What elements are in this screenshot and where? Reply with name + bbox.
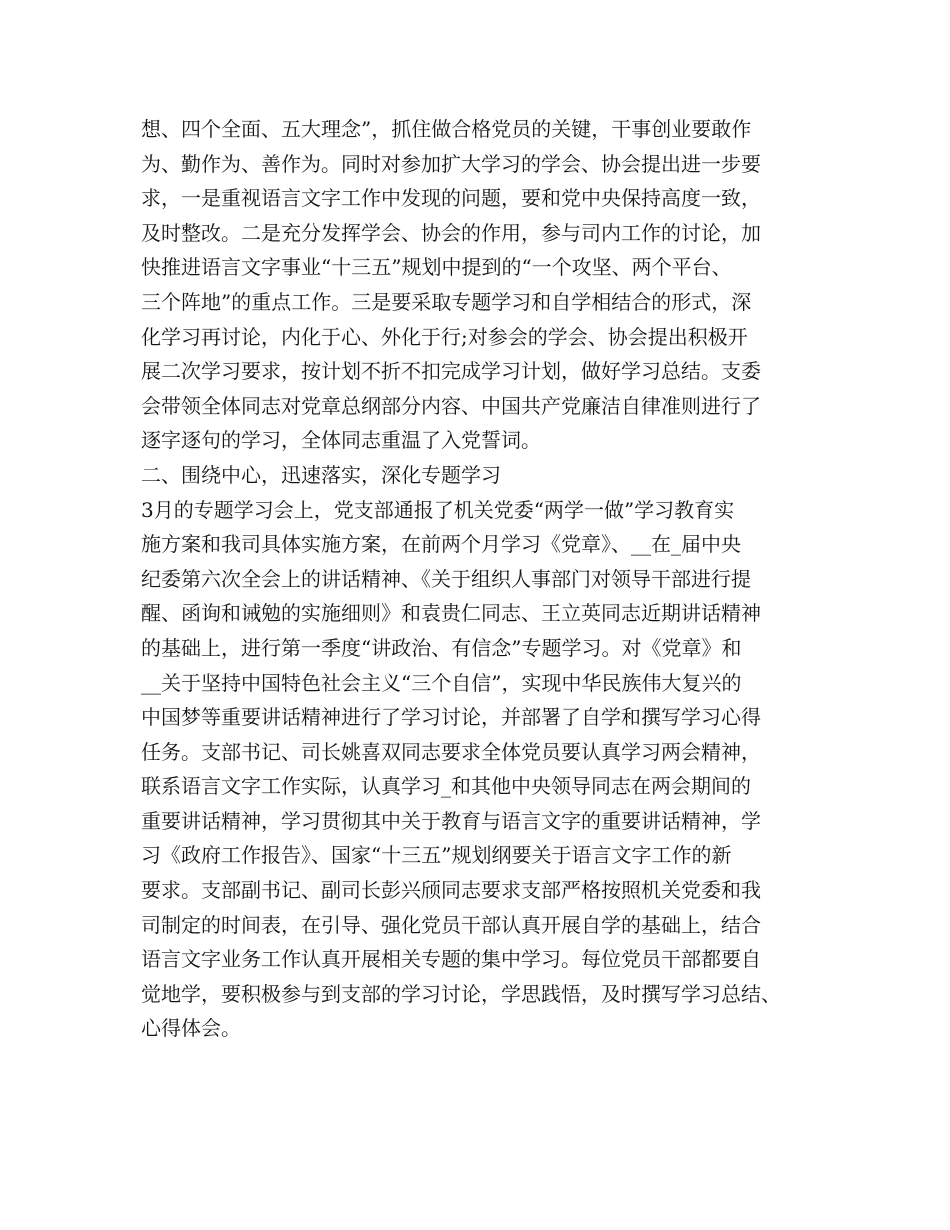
text-line: 觉地学，要积极参与到支部的学习讨论，学思践悟，及时撰写学习总结、: [141, 981, 781, 1006]
text-line: 施方案和我司具体实施方案，在前两个月学习《党章》、__在_届中央: [141, 532, 741, 557]
text-line: 要求。支部副书记、副司长彭兴颀同志要求支部严格按照机关党委和我: [141, 878, 761, 903]
text-line: 司制定的时间表，在引导、强化党员干部认真开展自学的基础上，结合: [141, 912, 761, 937]
section-heading: 二、围绕中心，迅速落实，深化专题学习: [141, 462, 501, 487]
text-line: 及时整改。二是充分发挥学会、协会的作用，参与司内工作的讨论，加: [141, 220, 761, 245]
text-line: 想、四个全面、五大理念”，抓住做合格党员的关键，干事创业要敢作: [141, 117, 752, 141]
text-line: 三个阵地”的重点工作。三是要采取专题学习和自学相结合的形式，深: [141, 289, 752, 314]
document-body: [141, 112, 821, 1046]
text-line: 展二次学习要求，按计划不折不扣完成学习计划，做好学习总结。支委: [141, 359, 761, 384]
text-line: 醒、函询和诫勉的实施细则》和袁贵仁同志、王立英同志近期讲话精神: [141, 601, 761, 626]
text-line: 为、勤作为、善作为。同时对参加扩大学习的学会、协会提出进一步要: [141, 151, 761, 176]
text-line: 会带领全体同志对党章总纲部分内容、中国共产党廉洁自律准则进行了: [141, 393, 761, 418]
text-line: 逐字逐句的学习，全体同志重温了入党誓词。: [141, 428, 541, 453]
text-line: 联系语言文字工作实际，认真学习_和其他中央领导同志在两会期间的: [141, 774, 751, 799]
text-line: 重要讲话精神，学习贯彻其中关于教育与语言文字的重要讲话精神，学: [141, 808, 761, 833]
text-line: 快推进语言文字事业“十三五”规划中提到的“一个攻坚、两个平台、: [141, 255, 732, 280]
text-line: 求，一是重视语言文字工作中发现的问题，要和党中央保持高度一致，: [141, 186, 761, 211]
text-line: 心得体会。: [141, 1016, 241, 1041]
text-line: 习《政府工作报告》、国家“十三五”规划纲要关于语言文字工作的新: [141, 843, 732, 868]
text-line: 的基础上，进行第一季度“讲政治、有信念”专题学习。对《党章》和: [141, 635, 742, 660]
text-line: 中国梦等重要讲话精神进行了学习讨论，并部署了自学和撰写学习心得: [141, 705, 761, 730]
text-line: 3月的专题学习会上，党支部通报了机关党委“两学一做”学习教育实: [141, 497, 735, 522]
text-line: 任务。支部书记、司长姚喜双同志要求全体党员要认真学习两会精神，: [141, 739, 761, 764]
text-line: 语言文字业务工作认真开展相关专题的集中学习。每位党员干部都要自: [141, 947, 761, 972]
text-line: 化学习再讨论，内化于心、外化于行;对参会的学会、协会提出积极开: [141, 324, 748, 349]
text-line: 纪委第六次全会上的讲话精神、《关于组织人事部门对领导干部进行提: [141, 566, 751, 591]
text-line: __关于坚持中国特色社会主义“三个自信”，实现中华民族伟大复兴的: [141, 670, 742, 695]
